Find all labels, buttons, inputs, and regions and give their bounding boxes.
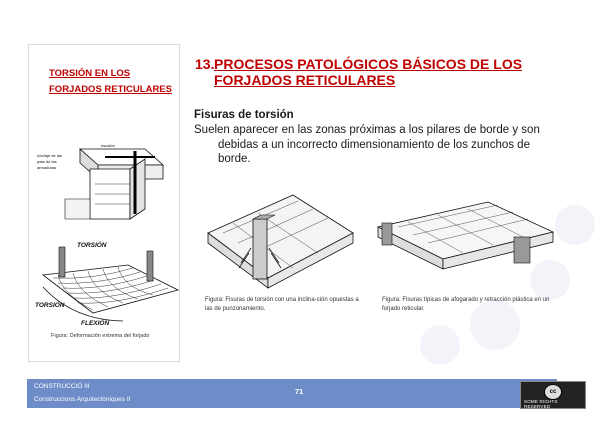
- left-title-line2: FORJADOS RETICULARES: [49, 84, 172, 95]
- license-text: SOME RIGHTS RESERVED: [524, 399, 558, 409]
- figure-caption: Figura: Fisuras típicas de afogarado y retracción plástica en un forjado reticular.: [382, 297, 550, 312]
- license-badge[interactable]: [520, 381, 586, 409]
- body-line: Suelen aparecer en las zonas próximas a los pilares de borde y son: [194, 124, 540, 136]
- slab-deformation-sketch: [33, 235, 179, 327]
- shrinkage-cracks-figure: [368, 197, 556, 287]
- sketch-label: escalón: [101, 143, 115, 148]
- subject-name: Construccions Arquitectòniques II: [34, 396, 131, 403]
- torsion-cracks-figure: [203, 193, 357, 293]
- page-number: 71: [295, 387, 304, 396]
- sketch-label: Anclaje de las: [37, 153, 62, 158]
- decorative-circle: [555, 205, 595, 245]
- sketch-label: pata de las: [37, 159, 57, 164]
- left-figure-panel: [28, 44, 180, 362]
- sketch-label: armaduras: [37, 165, 57, 170]
- figure-caption: Figura: Fisuras de torsión con una inclina-ción opuestas a las de punzonamiento.: [205, 297, 359, 312]
- sketch-label: FLEXIÓN: [81, 320, 110, 327]
- left-panel-caption: Figura: Deformación extrema del forjado: [51, 333, 150, 339]
- body-paragraph: [194, 123, 564, 167]
- footer-bar: [27, 379, 557, 408]
- left-title-line1: TORSIÓN EN LOS: [49, 68, 131, 79]
- decorative-circle: [420, 325, 460, 365]
- left-panel-title: [49, 66, 177, 98]
- course-name: CONSTRUCCIÓ III: [34, 383, 90, 390]
- subsection-title: Fisuras de torsión: [194, 109, 294, 121]
- heading-text: PROCESOS PATOLÓGICOS BÁSICOS DE LOS FORJADOS RETICULARES: [214, 56, 523, 88]
- sketch-label: TORSIÓN: [35, 302, 65, 309]
- creative-commons-icon: cc: [544, 384, 562, 400]
- body-line: debidas a un incorrecto dimensionamiento de los zunchos de borde.: [218, 138, 530, 165]
- sketch-label: TORSIÓN: [77, 242, 107, 249]
- heading-number: 13.: [195, 56, 215, 72]
- edge-beam-sketch: [35, 139, 173, 239]
